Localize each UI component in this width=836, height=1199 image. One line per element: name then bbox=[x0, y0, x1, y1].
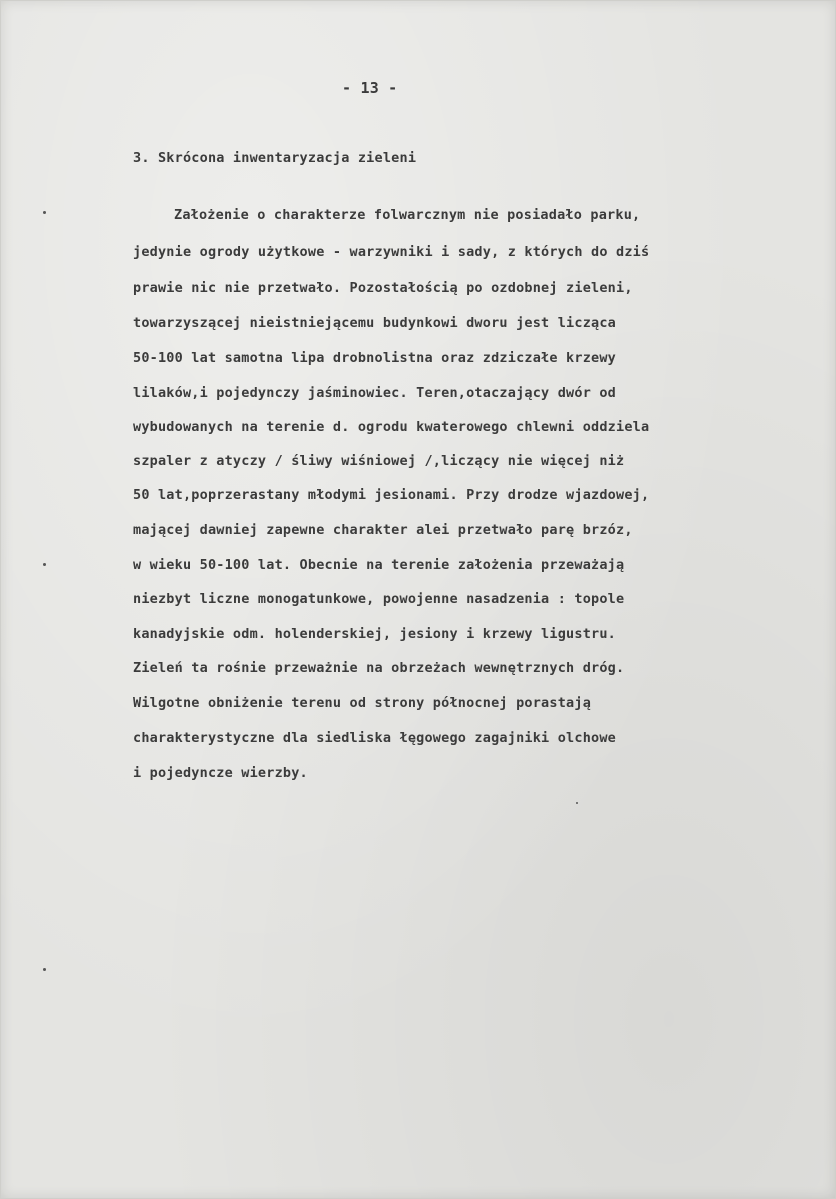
paragraph-line: jedynie ogrody użytkowe - warzywniki i sady, z których do dziś bbox=[133, 244, 650, 260]
binder-hole-mark bbox=[43, 563, 46, 566]
paragraph-line: kanadyjskie odm. holenderskiej, jesiony i krzewy ligustru. bbox=[133, 626, 617, 642]
paragraph-line: 50 lat,poprzerastany młodymi jesionami. Przy drodze wjazdowej, bbox=[133, 487, 650, 503]
paragraph-line: lilaków,i pojedynczy jaśminowiec. Teren,otaczający dwór od bbox=[133, 385, 617, 401]
paragraph-line: szpaler z atyczy / śliwy wiśniowej /,liczący nie więcej niż bbox=[133, 453, 625, 469]
paragraph-line: niezbyt liczne monogatunkowe, powojenne nasadzenia : topole bbox=[133, 591, 625, 607]
paragraph-line: w wieku 50-100 lat. Obecnie na terenie założenia przeważają bbox=[133, 557, 625, 573]
binder-hole-mark bbox=[43, 211, 46, 214]
paragraph-line: charakterystyczne dla siedliska łęgowego zagajniki olchowe bbox=[133, 730, 617, 746]
section-heading: 3. Skrócona inwentaryzacja zieleni bbox=[133, 150, 417, 166]
paragraph-line: prawie nic nie przetwało. Pozostałością po ozdobnej zieleni, bbox=[133, 280, 633, 296]
paragraph-line: i pojedyncze wierzby. bbox=[133, 765, 308, 781]
page-number: - 13 - bbox=[342, 79, 398, 97]
paper-speck bbox=[576, 802, 578, 804]
paragraph-line: Założenie o charakterze folwarcznym nie posiadało parku, bbox=[174, 207, 641, 223]
paragraph-line: wybudowanych na terenie d. ogrodu kwaterowego chlewni oddziela bbox=[133, 419, 650, 435]
paragraph-line: mającej dawniej zapewne charakter alei przetwało parę brzóz, bbox=[133, 522, 633, 538]
paragraph-line: towarzyszącej nieistniejącemu budynkowi dworu jest licząca bbox=[133, 315, 617, 331]
paragraph-line: Zieleń ta rośnie przeważnie na obrzeżach wewnętrznych dróg. bbox=[133, 660, 625, 676]
paragraph-line: Wilgotne obniżenie terenu od strony północnej porastają bbox=[133, 695, 592, 711]
binder-hole-mark bbox=[43, 968, 46, 971]
paragraph-line: 50-100 lat samotna lipa drobnolistna oraz zdziczałe krzewy bbox=[133, 350, 617, 366]
